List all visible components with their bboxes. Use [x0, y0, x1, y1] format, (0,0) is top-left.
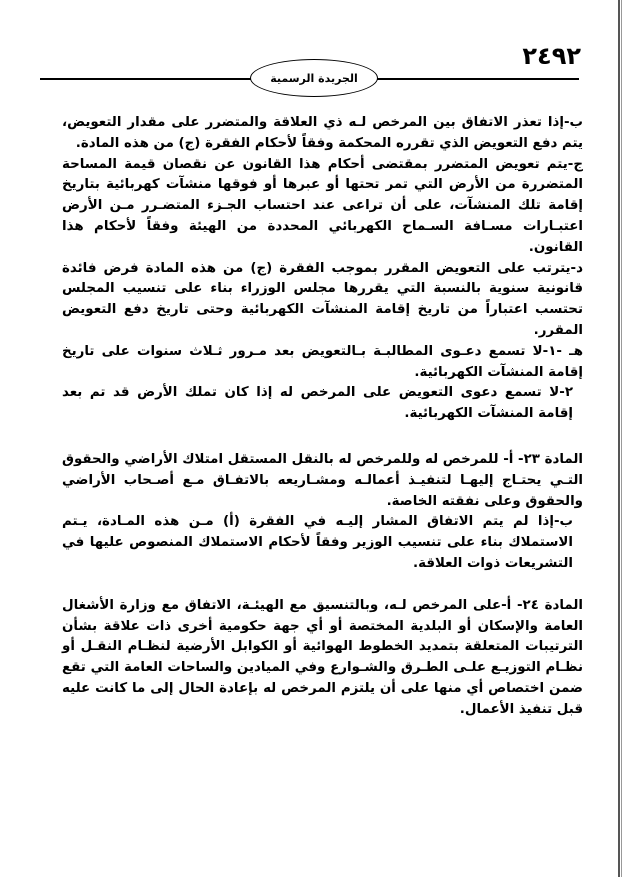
gazette-body — [62, 113, 583, 721]
article22-paragraph-j: ج-يتم تعويض المتضرر بمقتضى أحكام هذا القانون عن نقصان قيمة المساحة المتضررة من الأرض التي تمر تحتها أو عبرها أو فوقها منشآت كهربائية بتاريخ إقامة تلك المنشآت، على أن تراعى عند احتساب الجـزء المتضـرر مـن الأرض اعتبـارات مسـافة السـماح الكهربائي المحددة من الهيئة وفقاً لأحكام هذا القانون. — [62, 156, 583, 255]
article23-paragraph-a: المادة ٢٣- أ- للمرخص له وللمرخص له بالنقل المستقل امتلاك الأراضي والحقوق التـي يحتـاج إليهـا لتنفيـذ أعمالـه ومشـاريعه بالاتفـاق مـع أصـحاب الأراضي والحقوق وعلى نفقته الخاصة. — [62, 451, 583, 509]
gazette-title: الجريدة الرسمية — [270, 71, 358, 85]
article22-paragraph-h2: ٢-لا تسمع دعوى التعويض على المرخص له إذا كان تملك الأرض قد تم بعد إقامة المنشآت الكهربائية. — [62, 385, 573, 422]
gazette-seal — [250, 59, 378, 97]
page-edge-shadow — [618, 0, 620, 877]
spacer — [62, 575, 583, 596]
page-number: ٢٤٩٢ — [522, 42, 581, 70]
article23-paragraph-b: ب-إذا لم يتم الاتفاق المشار إليـه في الفقرة (أ) مـن هذه المـادة، يـتم الاستملاك بناء على تنسيب الوزير وفقاً لأحكام الاستملاك المنصوص عليها في التشريعات ذوات العلاقة. — [62, 514, 573, 571]
article22-paragraph-b: ب-إذا تعذر الاتفاق بين المرخص لـه ذي العلاقة والمتضرر على مقدار التعويض، يتم دفع التعويض الذي تقرره المحكمة وفقاً لأحكام الفقرة (ج) من هذه المادة. — [62, 115, 583, 151]
article22-paragraph-d: د-يترتب على التعويض المقرر بموجب الفقرة (ج) من هذه المادة فرض فائدة قانونية سنوية بالنسبة التي يقررها مجلس الوزراء بناء على تنسيب المجلس تحتسب اعتباراً من تاريخ إقامة المنشآت الكهربائية وحتى تاريخ دفع التعويض المقرر. — [62, 260, 583, 338]
article22-paragraph-h1: هـ -١-لا تسمع دعـوى المطالبـة بـالتعويض بعد مـرور ثـلاث سنوات على تاريخ إقامة المنشآت الكهربائية. — [62, 343, 583, 380]
page-edge-line — [621, 0, 622, 877]
spacer — [62, 425, 583, 450]
article24-paragraph-a: المادة ٢٤- أ-على المرخص لـه، وبالتنسيق مع الهيئـة، الاتفاق مع وزارة الأشغال العامة والإسكان أو البلدية المختصة أو أي جهة حكومية أخرى ذات علاقة بشأن الترتيبات المتعلقة بتمديد الخطوط الهوائية أو الكوابل الأرضية لنظـام النقـل أو نظـام التوزيـع علـى الطـرق والشـوارع وفي الميادين والساحات العامة التي تقع ضمن اختصاص أي منها على أن يلتزم المرخص له بإعادة الحال إلى ما كانت عليه قبل تنفيذ الأعمال. — [62, 597, 583, 717]
